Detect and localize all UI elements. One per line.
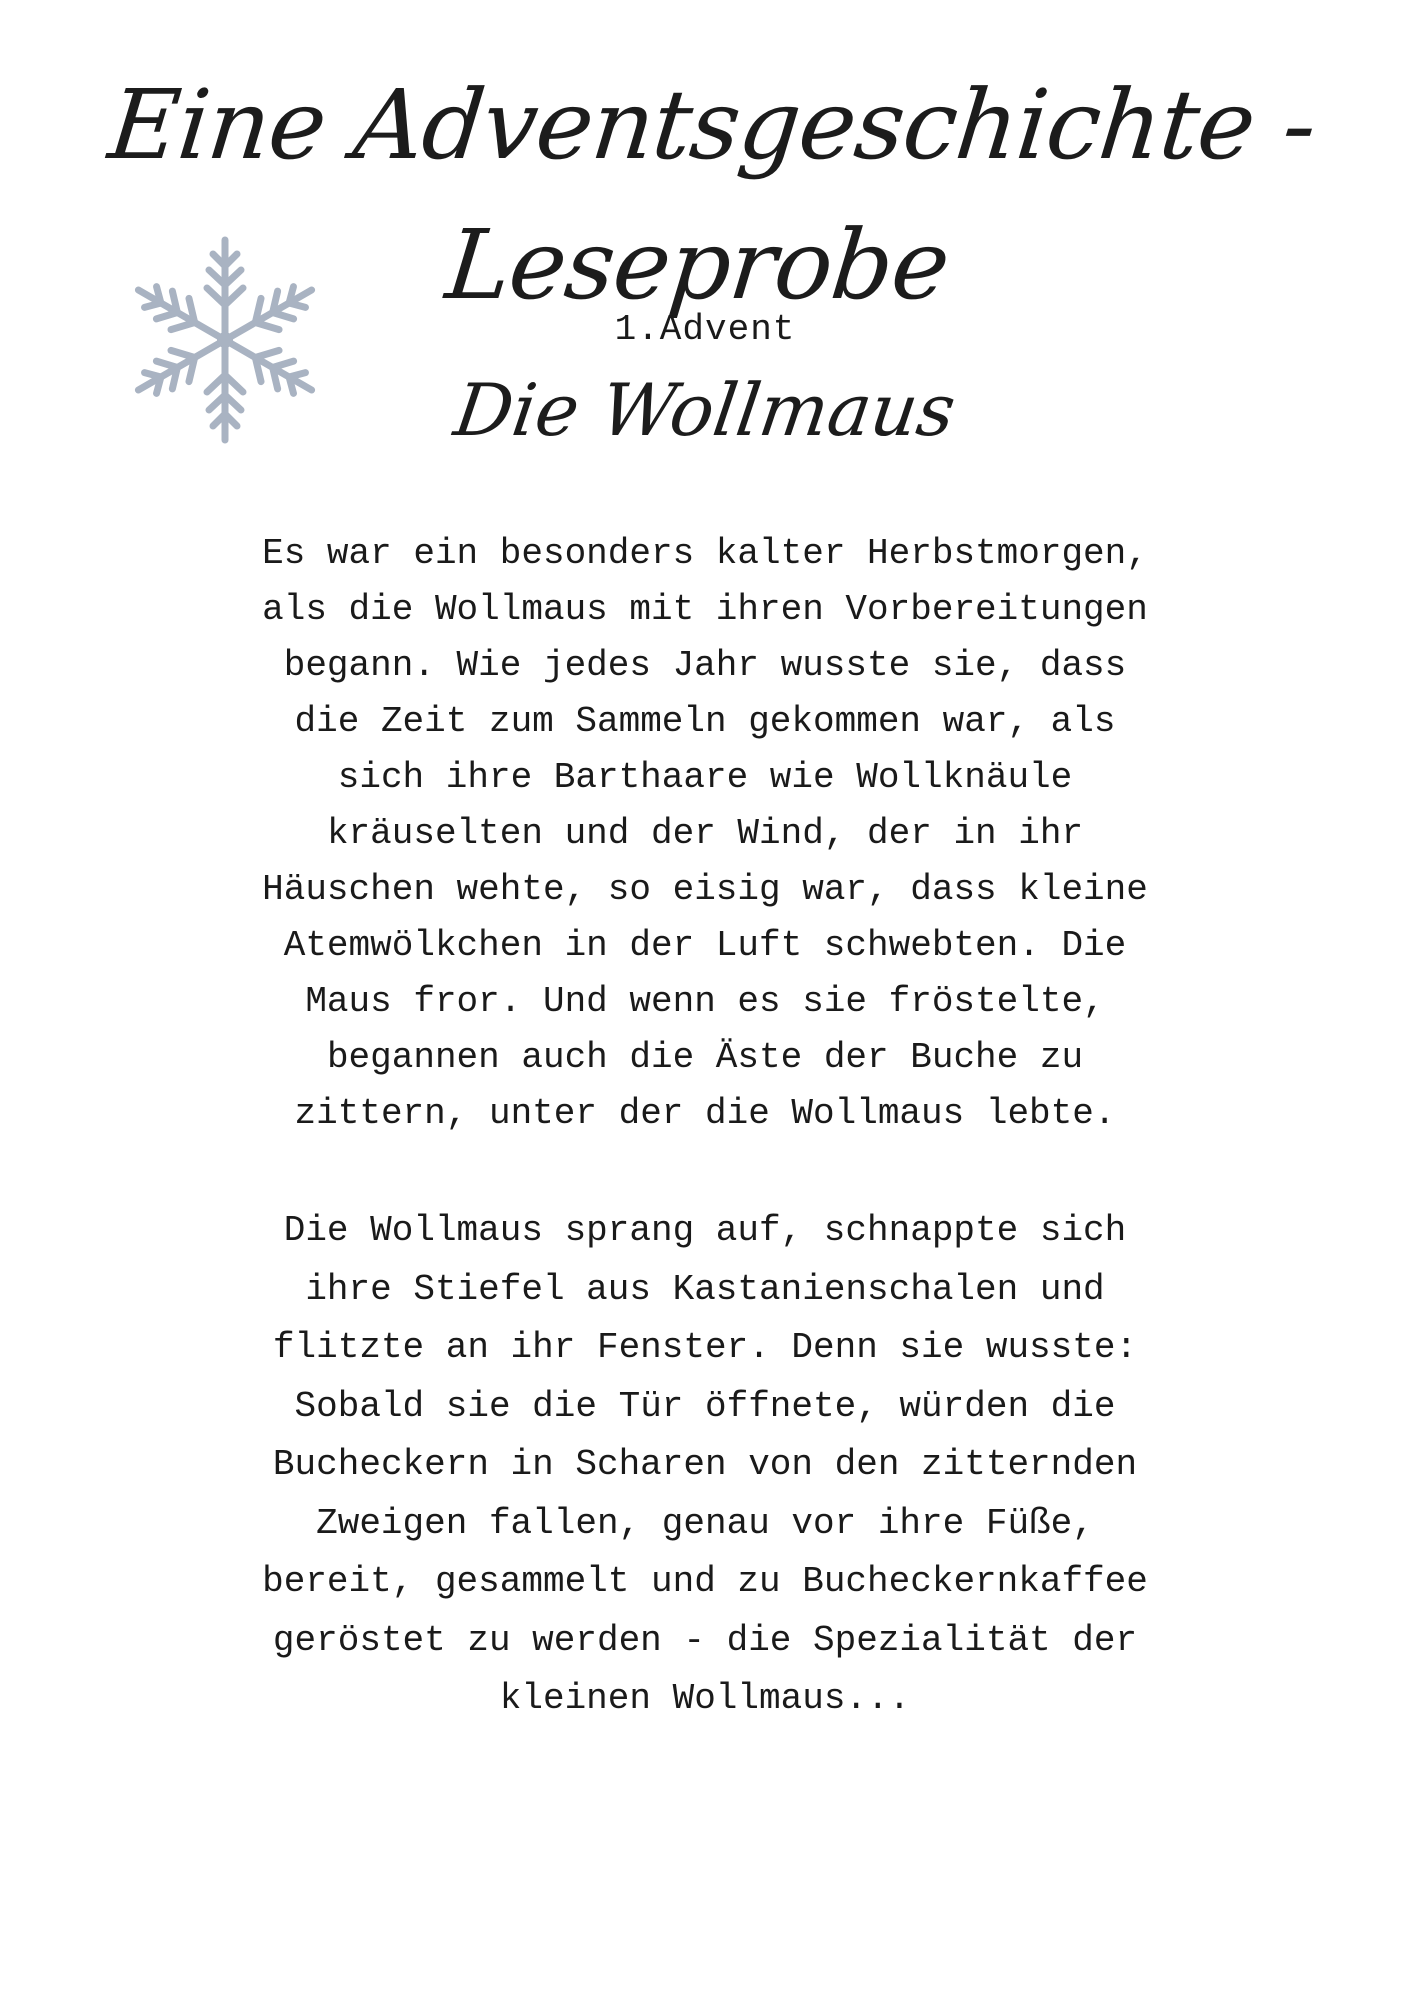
story-paragraph-1	[180, 526, 1230, 1142]
text-line: Häuschen wehte, so eisig war, dass kleine	[262, 869, 1148, 910]
text-line: geröstet zu werden - die Spezialität der	[272, 1619, 1138, 1661]
text-line: begannen auch die Äste der Buche zu	[326, 1037, 1084, 1078]
text-line: flitzte an ihr Fenster. Denn sie wusste:	[272, 1327, 1138, 1368]
text-line: Zweigen fallen, genau vor ihre Füße,	[316, 1502, 1094, 1544]
text-line: Die Wollmaus sprang auf, schnappte sich	[283, 1210, 1127, 1251]
text-line: kräuselten und der Wind, der in ihr	[326, 813, 1084, 854]
text-line: Atemwölkchen in der Luft schwebten. Die	[283, 925, 1127, 966]
story-paragraph-2	[180, 1202, 1230, 1729]
text-line: Es war ein besonders kalter Herbstmorgen,	[262, 533, 1148, 574]
chapter-title: Die Wollmaus	[449, 368, 961, 452]
page-title: Eine Adventsgeschichte - Leseprobe	[103, 69, 1321, 321]
text-line: kleinen Wollmaus...	[499, 1678, 911, 1719]
text-line: als die Wollmaus mit ihren Vorbereitungen	[262, 589, 1148, 630]
advent-label: 1.Advent	[614, 309, 796, 350]
text-line: bereit, gesammelt und zu Bucheckernkaffee	[262, 1561, 1148, 1602]
text-line: zittern, unter der die Wollmaus lebte.	[294, 1093, 1116, 1134]
text-line: Sobald sie die Tür öffnete, würden die	[294, 1385, 1116, 1427]
text-line: Maus fror. Und wenn es sie fröstelte,	[305, 981, 1105, 1022]
text-line: die Zeit zum Sammeln gekommen war, als	[294, 701, 1116, 742]
text-line: Bucheckern in Scharen von den zitternden	[272, 1444, 1138, 1485]
text-line: ihre Stiefel aus Kastanienschalen und	[305, 1268, 1105, 1310]
text-line: sich ihre Barthaare wie Wollknäule	[337, 757, 1073, 798]
text-line: begann. Wie jedes Jahr wusste sie, dass	[283, 645, 1127, 686]
